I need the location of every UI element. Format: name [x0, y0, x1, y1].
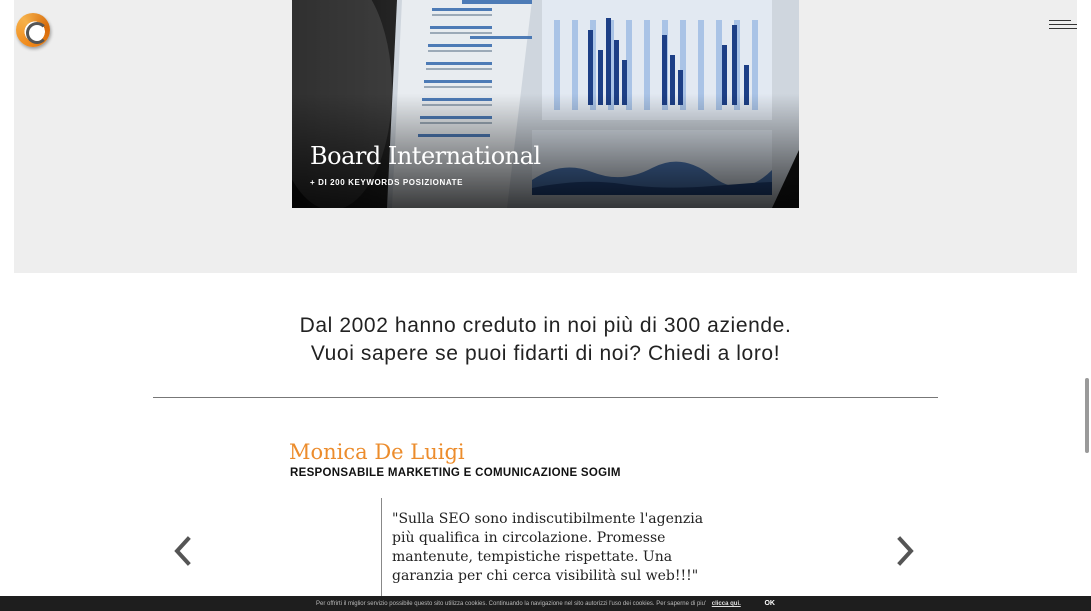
portfolio-card[interactable] — [292, 0, 799, 208]
menu-line — [1049, 24, 1077, 25]
testimonial-name: Monica De Luigi — [289, 440, 465, 464]
testimonial-quote: "Sulla SEO sono indiscutibilmente l'agenzia più qualifica in circolazione. Promesse mantenute, tempistiche rispettate. Una garanzia per chi cerca visibilità sul web!!!" — [392, 511, 704, 584]
intro-line-1: Dal 2002 hanno creduto in noi più di 300 aziende. — [299, 314, 792, 337]
menu-line — [1049, 28, 1077, 29]
cookie-bar — [0, 596, 1091, 611]
chevron-right-icon[interactable] — [894, 535, 916, 567]
scrollbar-thumb[interactable] — [1085, 378, 1089, 453]
intro-line-2: Vuoi sapere se puoi fidarti di noi? Chiedi a loro! — [310, 342, 781, 365]
hamburger-menu-icon[interactable] — [1046, 17, 1078, 33]
menu-line — [1049, 20, 1071, 21]
card-title: Board International — [310, 142, 541, 170]
cookie-ok-button[interactable]: OK — [764, 600, 775, 607]
intro-headline — [0, 312, 1091, 368]
quote-bar — [381, 498, 382, 596]
chevron-left-icon[interactable] — [172, 535, 194, 567]
cookie-text: Per offrirti il miglior servizio possibile questo sito utilizza cookies. Continuando la navigazione nel sito autorizzi l'uso dei cookies. Per saperne di piu' — [316, 601, 707, 607]
divider — [153, 397, 938, 398]
dashboard-photo — [292, 0, 799, 208]
card-subtitle: + DI 200 KEYWORDS POSIZIONATE — [310, 178, 464, 187]
circle-c-logo-icon[interactable] — [16, 13, 50, 47]
testimonial-role: RESPONSABILE MARKETING E COMUNICAZIONE SOGIM — [290, 467, 621, 479]
cookie-info-link[interactable]: clicca qui. — [711, 601, 741, 607]
